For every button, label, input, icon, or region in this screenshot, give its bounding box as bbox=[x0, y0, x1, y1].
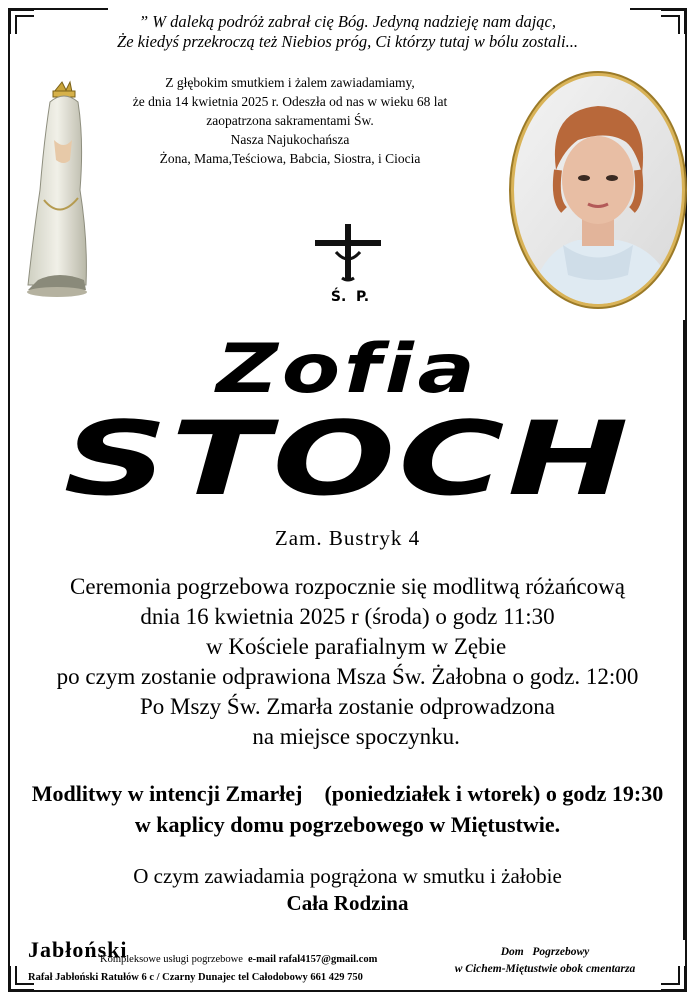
ceremony-line: Ceremonia pogrzebowa rozpocznie się modlitwą różańcową bbox=[70, 574, 625, 599]
family-signature: Cała Rodzina bbox=[286, 891, 409, 915]
prayer-line-1: Modlitwy w intencji Zmarłej (poniedziałek i wtorek) o godz 19:30 bbox=[31, 781, 664, 806]
funeral-home-address: Rafał Jabłoński Ratułów 6 c / Czarny Dunajec tel Całodobowy 661 429 750 bbox=[28, 972, 363, 983]
ceremony-details bbox=[0, 572, 695, 752]
funeral-home-tagline: Kompleksowe usługi pogrzebowe bbox=[100, 954, 243, 965]
quote-line-1: ” W daleką podróż zabrał cię Bóg. Jedyną nadzieję nam dając, bbox=[138, 12, 556, 31]
ceremony-line: w Kościele parafialnym w Zębie bbox=[188, 634, 507, 659]
location-line-1: Dom Pogrzebowy bbox=[500, 946, 590, 958]
portrait-photo bbox=[508, 70, 688, 310]
cross-initials: Ś. P. bbox=[330, 289, 370, 305]
deceased-first-name: Zofia bbox=[216, 330, 479, 409]
intro-line: zaopatrzona sakramentami Św. bbox=[206, 113, 374, 128]
ceremony-line: po czym zostanie odprawiona Msza Św. Żałobna o godz. 12:00 bbox=[56, 664, 639, 689]
funeral-home-location bbox=[440, 944, 650, 978]
ceremony-line: dnia 16 kwietnia 2025 r (środa) o godz 11:30 bbox=[140, 604, 555, 629]
ceremony-line: Po Mszy Św. Zmarła zostanie odprowadzona bbox=[140, 694, 555, 719]
prayer-details bbox=[0, 778, 695, 840]
corner-ornament-icon bbox=[659, 964, 687, 992]
deceased-address: Zam. Bustryk 4 bbox=[274, 526, 421, 550]
announcement-intro bbox=[110, 73, 470, 168]
funeral-home-logo: Jabłoński bbox=[28, 937, 128, 962]
location-line-2: w Cichem-Miętustwie obok cmentarza bbox=[454, 963, 636, 975]
funeral-home-email: e-mail rafal4157@gmail.com bbox=[248, 954, 378, 965]
madonna-statue-icon bbox=[14, 80, 94, 300]
intro-line: że dnia 14 kwietnia 2025 r. Odeszła od nas w wieku 68 lat bbox=[132, 94, 448, 109]
deceased-last-name: STOCH bbox=[63, 400, 632, 519]
memorial-quote bbox=[0, 12, 695, 52]
intro-line: Z głębokim smutkiem i żalem zawiadamiamy, bbox=[165, 75, 415, 90]
notice-line: O czym zawiadamia pogrążona w smutku i żałobie bbox=[133, 864, 562, 888]
intro-line: Nasza Najukochańsza bbox=[230, 132, 350, 147]
intro-line: Żona, Mama,Teściowa, Babcia, Siostra, i Ciocia bbox=[159, 151, 421, 166]
family-notice bbox=[0, 863, 695, 917]
frame-bottom bbox=[8, 990, 687, 992]
prayer-line-2: w kaplicy domu pogrzebowego w Miętustwie. bbox=[134, 812, 561, 837]
ceremony-line: na miejsce spoczynku. bbox=[235, 724, 460, 749]
quote-line-2: Że kiedyś przekroczą też Niebios próg, Ci którzy tutaj w bólu zostali... bbox=[117, 32, 578, 51]
funeral-home-info bbox=[28, 937, 448, 983]
